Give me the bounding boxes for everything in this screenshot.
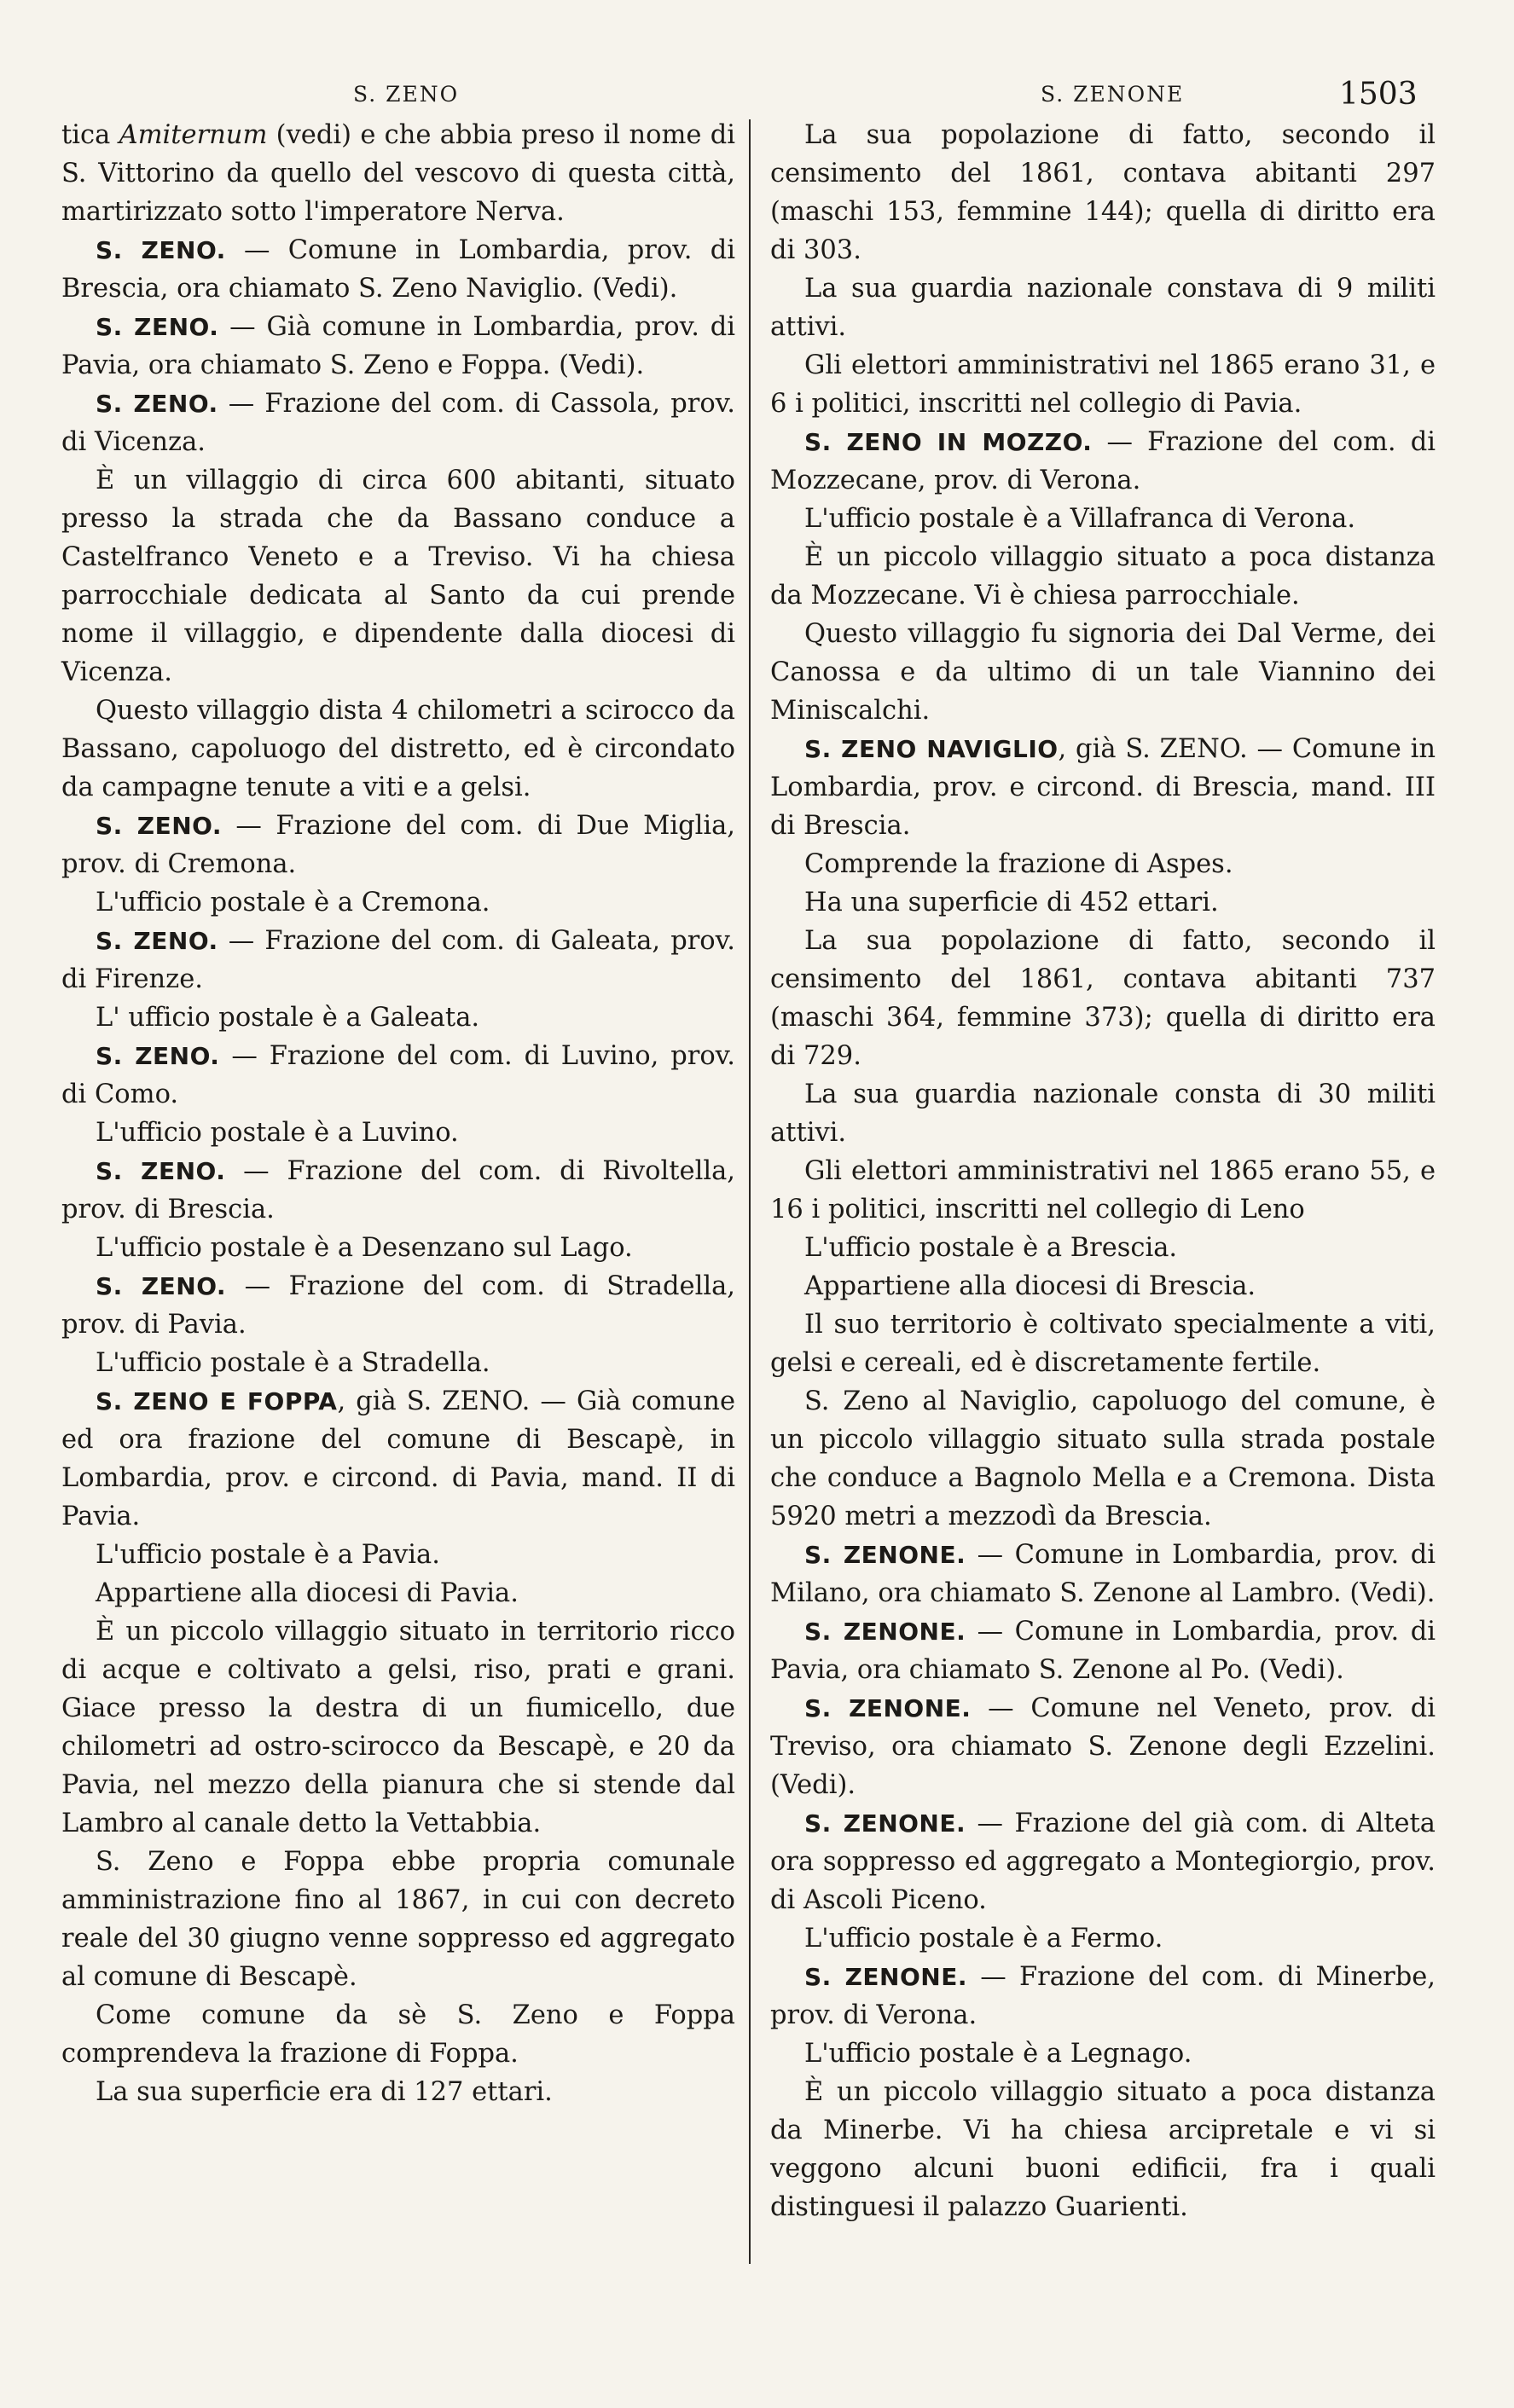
paragraph [770,538,1436,615]
paragraph-text: L'ufficio postale è a Cremona. [96,888,490,917]
right-column [770,116,1436,2226]
paragraph-text: L'ufficio postale è a Legnago. [804,2039,1192,2069]
paragraph [61,883,735,922]
paragraph [770,2035,1436,2073]
paragraph-text: Appartiene alla diocesi di Brescia. [804,1271,1256,1301]
entry-keyword: S. ZENO. [96,236,226,264]
paragraph [770,1612,1436,1689]
paragraph [61,116,735,231]
paragraph-text: — Già comune in Lombardia, prov. di Pavia, ora chiamato S. Zeno e Foppa. (Vedi). [61,312,735,380]
running-head-left: S. ZENO [353,82,460,107]
entry-keyword: S. ZENO NAVIGLIO [804,735,1059,763]
paragraph-text: , già S. ZENO. — Comune in Lombardia, prov. e circond. di Brescia, mand. III di Brescia. [770,734,1436,841]
paragraph-text: — Frazione del com. di Rivoltella, prov. di Brescia. [61,1156,735,1224]
paragraph-text: — Comune in Lombardia, prov. di Brescia, ora chiamato S. Zeno Naviglio. (Vedi). [61,235,735,304]
running-head-right: S. ZENONE [1041,82,1185,107]
page-header [0,77,1514,116]
paragraph [61,922,735,999]
paragraph-text: — Frazione del già com. di Alteta ora soppresso ed aggregato a Montegiorgio, prov. di Ascoli Piceno. [770,1809,1436,1915]
paragraph-text: — Comune in Lombardia, prov. di Pavia, ora chiamato S. Zenone al Po. (Vedi). [770,1617,1436,1685]
paragraph-text: Il suo territorio è coltivato specialmente a viti, gelsi e cereali, ed è discretamente fertile. [770,1310,1436,1378]
paragraph-text: L'ufficio postale è a Fermo. [804,1924,1163,1954]
paragraph [61,1267,735,1344]
paragraph [770,2073,1436,2226]
paragraph [61,1152,735,1229]
paragraph [770,730,1436,845]
paragraph [61,461,735,692]
paragraph-text: (vedi) e che abbia preso il nome di S. Vittorino da quello del vescovo di questa città, martirizzato sotto l'imperatore Nerva. [61,120,735,227]
paragraph [61,231,735,308]
paragraph [61,1114,735,1152]
paragraph-text: — Frazione del com. di Stradella, prov. di Pavia. [61,1271,735,1340]
paragraph [770,346,1436,423]
paragraph-text: — Frazione del com. di Galeata, prov. di Firenze. [61,926,735,994]
paragraph-text: La sua superficie era di 127 ettari. [96,2077,553,2107]
paragraph [61,1229,735,1267]
paragraph-text: L' ufficio postale è a Galeata. [96,1003,480,1033]
paragraph [770,1267,1436,1305]
paragraph-text: La sua guardia nazionale constava di 9 militi attivi. [770,274,1436,342]
paragraph-text: — Frazione del com. di Luvino, prov. di Como. [61,1041,735,1109]
paragraph-text: Come comune da sè S. Zeno e Foppa comprendeva la frazione di Foppa. [61,2000,735,2069]
paragraph-text: Gli elettori amministrativi nel 1865 erano 55, e 16 i politici, inscritti nel collegio di Leno [770,1156,1436,1224]
paragraph [770,1305,1436,1382]
paragraph-text: La sua popolazione di fatto, secondo il censimento del 1861, contava abitanti 297 (maschi 153, femmine 144); quella di diritto era di 303. [770,120,1436,265]
paragraph-text: È un villaggio di circa 600 abitanti, situato presso la strada che da Bassano conduce a Castelfranco Veneto e a Treviso. Vi ha chiesa parrocchiale dedicata al Santo da cui prende nome il villaggio, e dipendente dalla diocesi di Vicenza. [61,466,735,687]
column-divider [749,119,751,2264]
paragraph-text: — Frazione del com. di Mozzecane, prov. di Verona. [770,427,1436,495]
entry-keyword: S. ZENO. [96,313,219,341]
paragraph [770,1958,1436,2035]
paragraph [770,1536,1436,1612]
paragraph-text: Appartiene alla diocesi di Pavia. [96,1578,519,1608]
paragraph [770,922,1436,1075]
entry-keyword: S. ZENONE. [804,1618,966,1646]
paragraph-text: — Comune nel Veneto, prov. di Treviso, ora chiamato S. Zenone degli Ezzelini. (Vedi). [770,1693,1436,1800]
paragraph [770,1804,1436,1919]
paragraph-text: — Frazione del com. di Minerbe, prov. di Verona. [770,1962,1436,2030]
paragraph [61,308,735,385]
paragraph-text: È un piccolo villaggio situato a poca distanza da Mozzecane. Vi è chiesa parrocchiale. [770,542,1436,611]
paragraph [61,1843,735,1996]
entry-keyword: S. ZENONE. [804,1541,966,1569]
paragraph-text: L'ufficio postale è a Pavia. [96,1540,440,1570]
paragraph [770,500,1436,538]
paragraph-text: L'ufficio postale è a Brescia. [804,1233,1178,1263]
entry-keyword: S. ZENONE. [804,1809,966,1838]
paragraph [61,1612,735,1843]
entry-keyword: S. ZENONE. [804,1694,972,1722]
paragraph [770,883,1436,922]
paragraph [770,1229,1436,1267]
left-column [61,116,735,2111]
paragraph [770,1075,1436,1152]
paragraph-text: Ha una superficie di 452 ettari. [804,888,1219,917]
paragraph-text: Comprende la frazione di Aspes. [804,849,1233,879]
paragraph-text: Questo villaggio fu signoria dei Dal Verme, dei Canossa e da ultimo di un tale Viannino dei Miniscalchi. [770,619,1436,726]
entry-keyword: S. ZENO. [96,1157,226,1185]
paragraph-text: La sua guardia nazionale consta di 30 militi attivi. [770,1080,1436,1148]
paragraph-text: Questo villaggio dista 4 chilometri a scirocco da Bassano, capoluogo del distretto, ed è circondato da campagne tenute a viti e a gelsi. [61,696,735,802]
entry-keyword: S. ZENO. [96,390,218,418]
paragraph-text: L'ufficio postale è a Stradella. [96,1348,490,1378]
paragraph-text: Gli elettori amministrativi nel 1865 erano 31, e 6 i politici, inscritti nel collegio di Pavia. [770,350,1436,419]
paragraph-text: La sua popolazione di fatto, secondo il censimento del 1861, contava abitanti 737 (maschi 364, femmine 373); quella di diritto era di 729. [770,926,1436,1071]
entry-keyword: S. ZENO E FOPPA [96,1387,338,1415]
paragraph-text: , già S. ZENO. — Già comune ed ora frazione del comune di Bescapè, in Lombardia, prov. e circond. di Pavia, mand. II di Pavia. [61,1386,735,1531]
paragraph [770,1382,1436,1536]
paragraph [770,116,1436,269]
paragraph-text: L'ufficio postale è a Luvino. [96,1118,459,1148]
paragraph [770,845,1436,883]
entry-keyword: S. ZENO IN MOZZO. [804,428,1093,456]
paragraph [770,615,1436,730]
paragraph [770,423,1436,500]
italic-term: Amiternum [119,120,268,150]
paragraph [61,1574,735,1612]
paragraph-text: È un piccolo villaggio situato a poca distanza da Minerbe. Vi ha chiesa arcipretale e vi si veggono alcuni buoni edificii, fra i quali distinguesi il palazzo Guarienti. [770,2077,1436,2222]
paragraph-text: — Comune in Lombardia, prov. di Milano, ora chiamato S. Zenone al Lambro. (Vedi). [770,1540,1436,1608]
paragraph [61,385,735,461]
paragraph [770,269,1436,346]
paragraph [770,1689,1436,1804]
entry-keyword: S. ZENO. [96,1042,220,1070]
paragraph [61,1382,735,1536]
paragraph-lead: tica [61,120,119,150]
paragraph-text: È un piccolo villaggio situato in territorio ricco di acque e coltivato a gelsi, riso, prati e grani. Giace presso la destra di un fiumicello, due chilometri ad ostro-scirocco da Bescapè, e 20 da Pavia, nel mezzo della pianura che si stende dal Lambro al canale detto la Vettabbia. [61,1617,735,1838]
paragraph [61,807,735,883]
entry-keyword: S. ZENO. [96,1272,227,1300]
paragraph [61,1996,735,2073]
paragraph [61,692,735,807]
paragraph [61,1536,735,1574]
entry-keyword: S. ZENO. [96,927,218,955]
paragraph-text: L'ufficio postale è a Desenzano sul Lago. [96,1233,633,1263]
entry-keyword: S. ZENO. [96,812,222,840]
paragraph-text: S. Zeno e Foppa ebbe propria comunale amministrazione fino al 1867, in cui con decreto reale del 30 giugno venne soppresso ed aggregato al comune di Bescapè. [61,1847,735,1992]
paragraph [770,1152,1436,1229]
paragraph-text: — Frazione del com. di Cassola, prov. di Vicenza. [61,389,735,457]
paragraph [61,999,735,1037]
page-number: 1503 [1339,77,1418,112]
paragraph-text: L'ufficio postale è a Villafranca di Verona. [804,504,1356,534]
paragraph [61,1037,735,1114]
paragraph-text: — Frazione del com. di Due Miglia, prov. di Cremona. [61,811,735,879]
entry-keyword: S. ZENONE. [804,1963,967,1991]
paragraph [61,2073,735,2111]
paragraph [770,1919,1436,1958]
paragraph [61,1344,735,1382]
paragraph-text: S. Zeno al Naviglio, capoluogo del comune, è un piccolo villaggio situato sulla strada postale che conduce a Bagnolo Mella e a Cremona. Dista 5920 metri a mezzodì da Brescia. [770,1386,1436,1531]
